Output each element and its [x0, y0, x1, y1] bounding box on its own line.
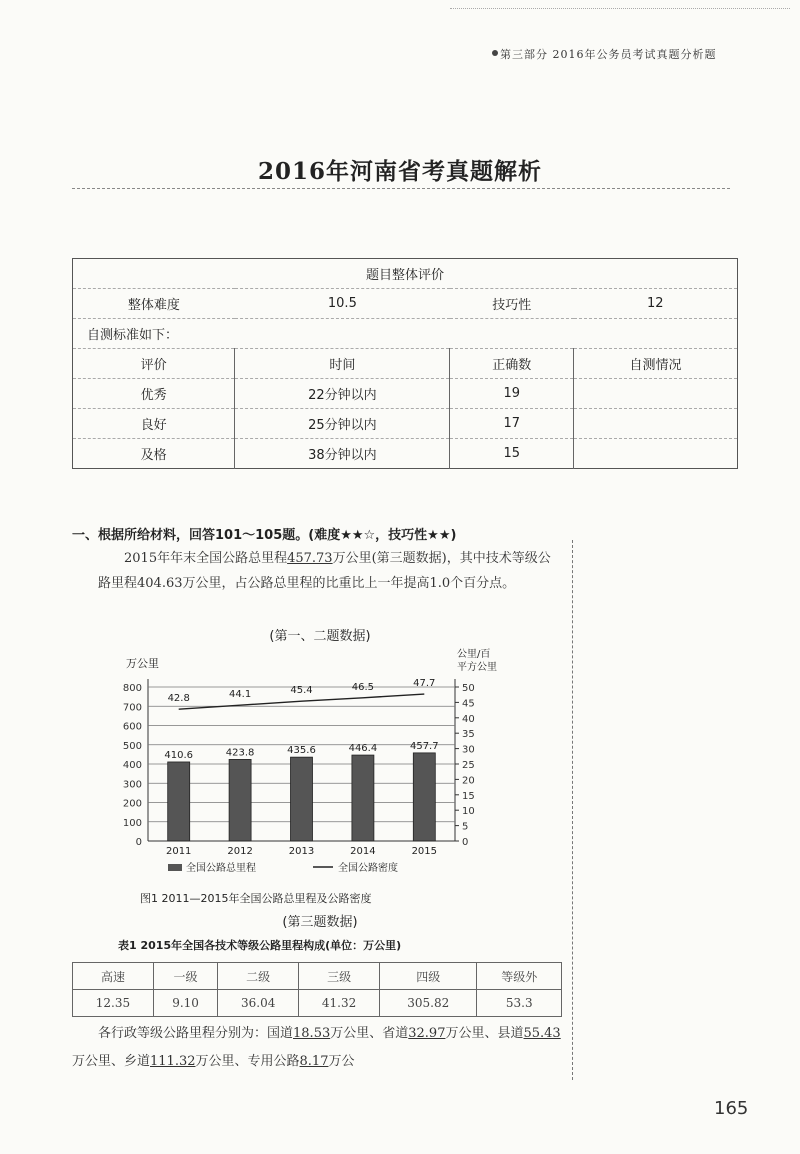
left-tick-label: 200 [122, 798, 142, 810]
para2-text: 万公里、县道 [445, 1026, 524, 1041]
selftest-cell[interactable] [574, 379, 738, 409]
density-line [179, 694, 425, 709]
right-tick-label: 0 [462, 837, 469, 848]
right-tick-label: 45 [462, 698, 475, 710]
header-cell: 评价 [73, 349, 235, 379]
right-tick-label: 20 [462, 775, 475, 787]
left-tick-label: 700 [122, 702, 142, 714]
bar-value-label: 446.4 [348, 743, 378, 755]
bullet-icon [492, 50, 498, 56]
table-row [73, 379, 738, 409]
section-heading: 一、根据所给材料，回答101～105题。(难度★★☆，技巧性★★) [72, 528, 457, 543]
bar-2013 [291, 757, 313, 841]
left-tick-label: 300 [122, 779, 142, 791]
left-tick-label: 600 [122, 721, 142, 733]
time-cell: 38分钟以内 [235, 439, 450, 469]
right-tick-label: 25 [462, 760, 475, 771]
header-cell: 正确数 [450, 349, 574, 379]
skill-label: 技巧性 [450, 289, 574, 319]
header-cell: 自测情况 [574, 349, 738, 379]
right-axis-label: 平方公里 [457, 662, 497, 673]
bar-value-label: 435.6 [287, 745, 316, 757]
table-cell: 36.04 [218, 990, 299, 1017]
table-header-cell: 等级外 [477, 963, 562, 990]
line-value-label: 44.1 [228, 689, 252, 701]
grade-cell: 优秀 [73, 379, 235, 409]
selftest-cell[interactable] [574, 409, 738, 439]
table-row [73, 990, 562, 1017]
para2-text: 万公里、专用公路 [195, 1054, 300, 1069]
header-rule [450, 8, 790, 9]
evaluation-table [72, 258, 738, 469]
paragraph-1 [98, 546, 558, 596]
chart-bars [168, 753, 436, 841]
grade-cell: 良好 [73, 409, 235, 439]
difficulty-value: 10.5 [235, 289, 450, 319]
correct-cell: 17 [450, 409, 574, 439]
table-header-cell: 二级 [218, 963, 299, 990]
left-axis-label: 万公里 [126, 657, 159, 670]
header-cell: 时间 [235, 349, 450, 379]
para1-value: 457.73 [287, 551, 333, 566]
correct-cell: 15 [450, 439, 574, 469]
left-tick-label: 500 [122, 740, 142, 752]
para2-text: 万公 [328, 1054, 355, 1069]
grade-table [72, 962, 562, 1017]
running-header: 第三部分 2016年公务员考试真题分析题 [500, 48, 717, 61]
bar-value-label: 423.8 [225, 747, 255, 759]
right-tick-label: 10 [462, 806, 475, 818]
table-subtitle: (第三题数据) [282, 915, 358, 930]
para2-text: 万公里、省道 [330, 1026, 409, 1041]
x-tick-label: 2015 [411, 846, 438, 857]
right-tick-label: 40 [462, 713, 475, 725]
skill-value: 12 [574, 289, 738, 319]
para2-value: 111.32 [150, 1054, 196, 1069]
bar-2014 [352, 755, 374, 841]
para1-text-b: 万公里(第三题数据)，其中技术等级公路里程404.63万公里，占公路总里程的比重比上一年提高1.0个百分点。 [98, 551, 551, 591]
time-cell: 25分钟以内 [235, 409, 450, 439]
table-header-cell: 高速 [73, 963, 154, 990]
line-value-label: 45.4 [290, 685, 313, 697]
bar-2011 [168, 762, 190, 841]
right-axis-label: 公里/百 [457, 649, 491, 660]
table-cell: 53.3 [477, 990, 562, 1017]
difficulty-label: 整体难度 [73, 289, 235, 319]
line-value-label: 46.5 [351, 681, 375, 693]
grade-cell: 及格 [73, 439, 235, 469]
page-number: 165 [714, 1098, 749, 1119]
time-cell: 22分钟以内 [235, 379, 450, 409]
right-tick-label: 30 [462, 744, 475, 756]
right-tick-label: 50 [462, 683, 475, 694]
left-tick-label: 400 [122, 760, 142, 771]
table-cell: 9.10 [153, 990, 217, 1017]
legend-bar-swatch [168, 864, 182, 871]
chart-subtitle: (第一、二题数据) [269, 629, 371, 644]
table-header-cell: 一级 [153, 963, 217, 990]
selftest-note: 自测标准如下： [73, 319, 738, 349]
x-tick-label: 2012 [227, 846, 253, 857]
page-title: 2016年河南省考真题解析 [257, 158, 542, 185]
bar-2012 [229, 759, 251, 841]
combo-chart [110, 645, 540, 885]
table-caption: 表1 2015年全国各技术等级公路里程构成(单位：万公里) [118, 939, 402, 952]
para2-value: 8.17 [299, 1054, 329, 1069]
bar-value-label: 410.6 [164, 749, 194, 761]
line-value-label: 42.8 [167, 693, 190, 705]
para2-text: 万公里、乡道 [72, 1054, 151, 1069]
column-rule [572, 540, 573, 1080]
para2-value: 18.53 [293, 1026, 331, 1041]
right-tick-label: 15 [462, 790, 475, 802]
right-tick-label: 35 [462, 729, 475, 741]
chart-caption: 图1 2011—2015年全国公路总里程及公路密度 [140, 892, 372, 905]
left-tick-label: 0 [135, 837, 142, 848]
left-tick-label: 800 [122, 683, 142, 694]
correct-cell: 19 [450, 379, 574, 409]
left-tick-label: 100 [122, 817, 142, 829]
legend-bar-label: 全国公路总里程 [186, 863, 256, 874]
table-row [73, 409, 738, 439]
para1-text-a: 2015年年末全国公路总里程 [124, 551, 288, 566]
table-cell: 305.82 [380, 990, 477, 1017]
bar-2015 [413, 753, 435, 841]
line-value-label: 47.7 [413, 678, 436, 690]
x-tick-label: 2013 [288, 846, 315, 857]
para2-value: 32.97 [408, 1026, 446, 1041]
table-header-cell: 四级 [380, 963, 477, 990]
bar-value-label: 457.7 [409, 740, 439, 752]
title-rule [72, 188, 730, 189]
evaluation-caption: 题目整体评价 [73, 259, 738, 289]
chart-line [179, 694, 425, 709]
table-row [73, 439, 738, 469]
legend-line-label: 全国公路密度 [338, 863, 398, 874]
right-tick-label: 5 [462, 821, 469, 833]
x-tick-label: 2014 [350, 846, 376, 857]
selftest-cell[interactable] [574, 439, 738, 469]
x-tick-label: 2011 [165, 846, 192, 857]
para2-text: 各行政等级公路里程分别为：国道 [98, 1026, 294, 1041]
paragraph-2 [72, 1020, 562, 1076]
table-cell: 12.35 [73, 990, 154, 1017]
table-header-cell: 三级 [299, 963, 380, 990]
table-cell: 41.32 [299, 990, 380, 1017]
para2-value: 55.43 [523, 1026, 561, 1041]
